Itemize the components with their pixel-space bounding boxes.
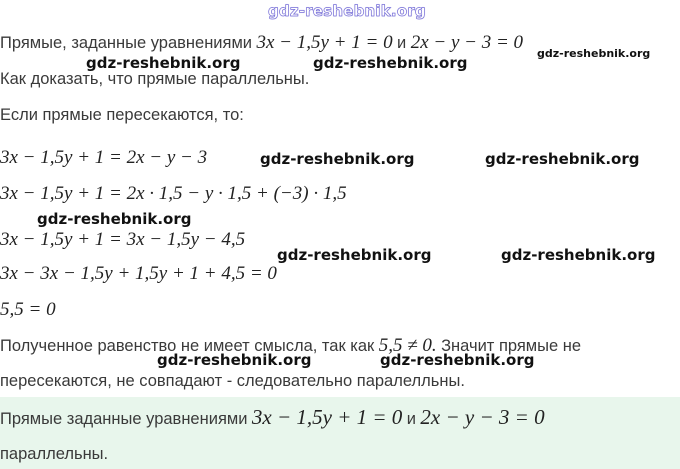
watermark: gdz-reshebnik.org: [277, 246, 432, 264]
conclusion-line-2: пересекаются, не совпадают - следовательно паралелльны.: [0, 372, 465, 390]
watermark: gdz-reshebnik.org: [157, 351, 312, 369]
watermark-top: gdz-reshebnik.org: [268, 2, 426, 20]
problem-question: Как доказать, что прямые параллельны.: [0, 70, 310, 88]
watermark: gdz-reshebnik.org: [380, 351, 535, 369]
answer-equation-1: 3x − 1,5y + 1 = 0: [251, 405, 403, 429]
conclusion-math: 5,5 ≠ 0.: [378, 335, 437, 356]
solution-step-2: 3x − 1,5y + 1 = 2x · 1,5 − y · 1,5 + (−3) · 1,5: [0, 183, 347, 204]
solution-step-3: 3x − 1,5y + 1 = 3x − 1,5y − 4,5: [0, 229, 246, 250]
conclusion-text-b: Значит прямые не: [441, 337, 582, 355]
answer-equation-2: 2x − y − 3 = 0: [420, 405, 545, 429]
watermark: gdz-reshebnik.org: [313, 54, 468, 72]
watermark: gdz-reshebnik.org: [37, 210, 192, 228]
answer-line-2: параллельны.: [0, 445, 109, 463]
watermark: gdz-reshebnik.org: [260, 150, 415, 168]
watermark: gdz-reshebnik.org: [537, 47, 651, 60]
problem-and: и: [397, 34, 407, 52]
answer-text: Прямые заданные уравнениями: [0, 410, 248, 428]
watermark: gdz-reshebnik.org: [485, 150, 640, 168]
answer-and: и: [406, 410, 416, 428]
problem-equation-1: 3x − 1,5y + 1 = 0: [256, 32, 393, 53]
solution-step-5: 5,5 = 0: [0, 299, 56, 320]
watermark: gdz-reshebnik.org: [501, 246, 656, 264]
conclusion-text-a: Полученное равенство не имеет смысла, так как: [0, 337, 375, 355]
solution-intro: Если прямые пересекаются, то:: [0, 106, 244, 124]
solution-step-4: 3x − 3x − 1,5y + 1,5y + 1 + 4,5 = 0: [0, 263, 277, 284]
watermark: gdz-reshebnik.org: [86, 54, 241, 72]
problem-equation-2: 2x − y − 3 = 0: [410, 32, 524, 53]
problem-line-1: [0, 32, 523, 54]
solution-step-1: 3x − 1,5y + 1 = 2x − y − 3: [0, 147, 208, 168]
answer-line-1: [0, 405, 545, 430]
problem-text: Прямые, заданные уравнениями: [0, 34, 253, 52]
